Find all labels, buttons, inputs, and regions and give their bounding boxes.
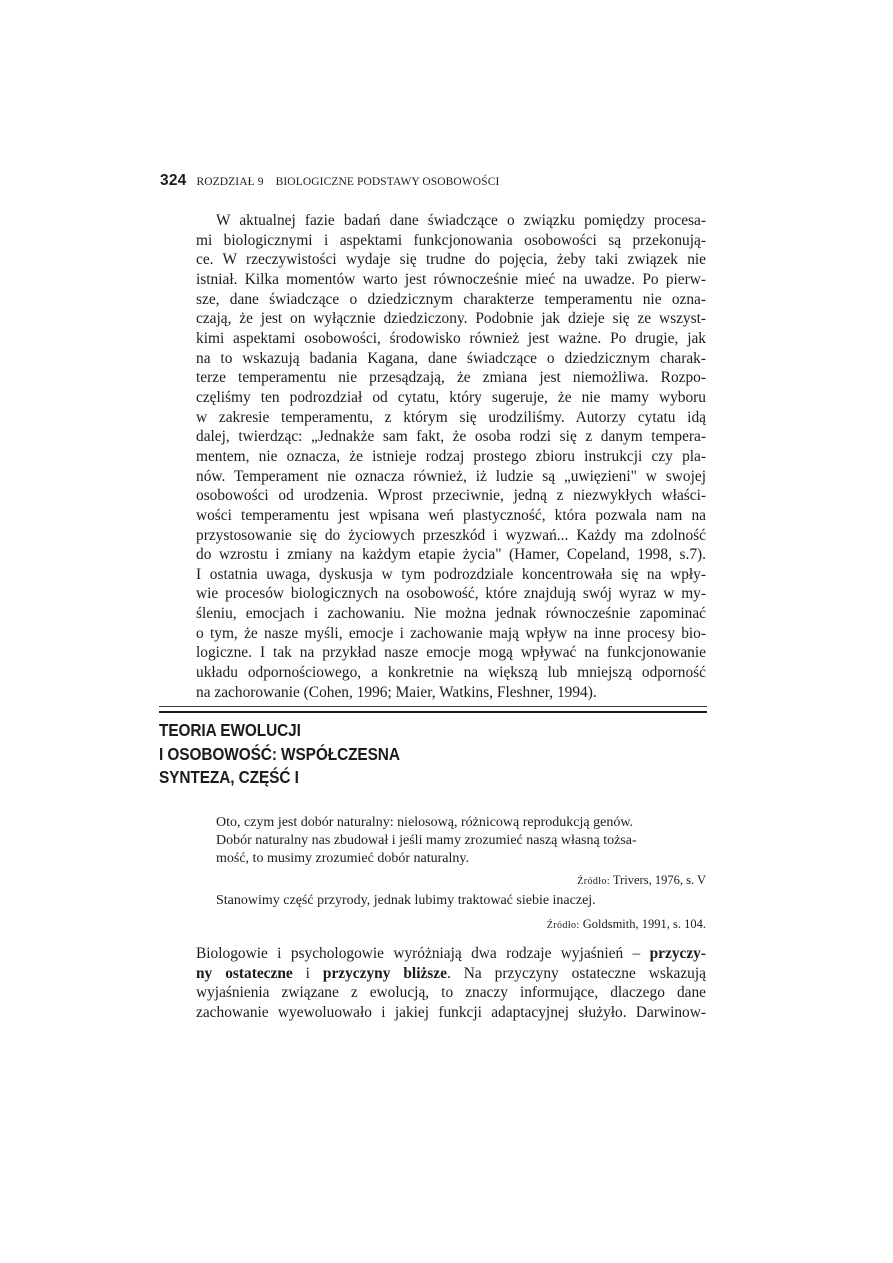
text-line: mentem, nie oznacza, że istnieje rodzaj prostego zbioru instrukcji czy pla- [196,447,706,465]
section-rule-thin [159,706,707,707]
text-line: w zakresie temperamentu, z którym się urodziliśmy. Autorzy cytatu idą [196,408,706,426]
body-paragraph-1 [196,211,706,702]
text-line: zachowanie wyewoluowało i jakiej funkcji adaptacyjnej służyło. Darwinow- [196,1003,706,1021]
text-line: wie procesów biologicznych na osobowość, które znajdują swój wyraz w my- [196,585,706,603]
text-line: istniał. Kilka momentów warto jest równocześnie mieć na uwadze. Po pierw- [196,270,706,288]
quote-source [216,871,706,891]
text-span: . Na przyczyny ostateczne wskazują [446,964,706,982]
text-line: do wzrostu i zmiany na każdym etapie życia" (Hamer, Copeland, 1998, s.7). [196,546,706,564]
text-line: dalej, twierdząc: „Jednakże sam fakt, że osoba rodzi się z danym tempera- [196,428,706,446]
heading-line: TEORIA EWOLUCJI [159,720,301,740]
text-line: terze temperamentu nie przesądzają, że zmiana jest niemożliwa. Rozpo- [196,369,706,387]
heading-line: SYNTEZA, CZĘŚĆ I [159,767,299,787]
chapter-title: BIOLOGICZNE PODSTAWY OSOBOWOŚCI [275,176,500,188]
quote-line: mość, to musimy zrozumieć dobór naturalny. [216,851,469,867]
text-line: o tym, że nasze myśli, emocje i zachowanie mają wpływ na inne procesy bio- [196,624,706,642]
quote-line: Oto, czym jest dobór naturalny: nielosową, różnicową reprodukcją genów. [216,815,634,830]
text-line: osobowości od urodzenia. Wprost przeciwnie, jedną z niezwykłych właści- [196,487,706,505]
bold-term: przyczy- [649,945,706,962]
running-head [160,172,499,190]
section-heading [159,719,579,790]
text-span: i [292,964,323,982]
text-line [196,944,706,964]
bold-term: przyczyny bliższe [322,964,447,982]
text-line: nów. Temperament nie oznacza również, iż ludzie są „uwięzieni" w swojej [196,467,706,485]
source-citation: Goldsmith, 1991, s. 104. [582,917,706,932]
epigraph-quote-1 [216,814,706,891]
heading-line: I OSOBOWOŚĆ: WSPÓŁCZESNA [159,743,400,764]
text-line: na zachorowanie (Cohen, 1996; Maier, Watkins, Fleshner, 1994). [196,683,597,701]
section-rule-thick [159,711,707,713]
text-line: wości temperamentu jest wpisana weń plastyczność, która pozwala nam na [196,506,706,524]
text-line: sze, dane świadczące o dziedzicznym charakterze temperamentu nie ozna- [196,290,706,308]
bold-term: ny ostateczne [196,964,293,982]
text-line: śleniu, emocjach i zachowaniu. Nie można jednak równocześnie zapominać [196,605,706,623]
text-span: Biologowie i psychologowie wyróżniają dwa rodzaje wyjaśnień – [196,945,650,962]
text-line: czają, że jest on wyłącznie dziedziczony. Podobnie jak dzieje się ze wszyst- [196,310,706,328]
text-line: kimi aspektami osobowości, środowisko również jest ważne. Po drugie, jak [196,329,706,347]
quote-line: Dobór naturalny nas zbudował i jeśli mamy zrozumieć naszą własną tożsa- [216,833,637,849]
page-number: 324 [160,172,187,189]
text-line: mi biologicznymi i aspektami funkcjonowania osobowości są przekonują- [196,231,706,249]
body-paragraph-2 [196,944,706,1023]
text-line: częliśmy ten podrozdział od cytatu, który sugeruje, że nie mamy wyboru [196,388,706,406]
epigraph-quote-2 [216,892,706,935]
text-line: W aktualnej fazie badań dane świadczące o związku pomiędzy procesa- [216,212,706,229]
chapter-label: ROZDZIAŁ 9 [196,176,264,188]
text-line: I ostatnia uwaga, dyskusja w tym podrozdziale koncentrowała się na wpły- [196,565,706,583]
text-line: na to wskazują badania Kagana, dane świadczące o dziedzicznym charak- [196,349,706,367]
text-line: wyjaśnienia związane z ewolucją, to znaczy informujące, dlaczego dane [196,984,706,1002]
source-label: Źródło: [546,920,580,932]
text-line: układu odpornościowego, a konkretnie na większą lub mniejszą odporność [196,664,706,682]
quote-line: Stanowimy część przyrody, jednak lubimy traktować siebie inaczej. [216,893,596,908]
text-line [196,964,706,984]
quote-source [216,915,706,935]
text-line: przystosowanie się do życiowych przeszkód i wyzwań... Każdy ma zdolność [196,526,706,544]
source-label: Źródło: [577,875,611,887]
source-citation: Trivers, 1976, s. V [612,872,706,887]
text-line: logiczne. I tak na przykład nasze emocje mogą wpływać na funkcjonowanie [196,644,706,662]
text-line: ce. W rzeczywistości wydaje się trudne do pojęcia, żeby taki związek nie [196,251,706,269]
